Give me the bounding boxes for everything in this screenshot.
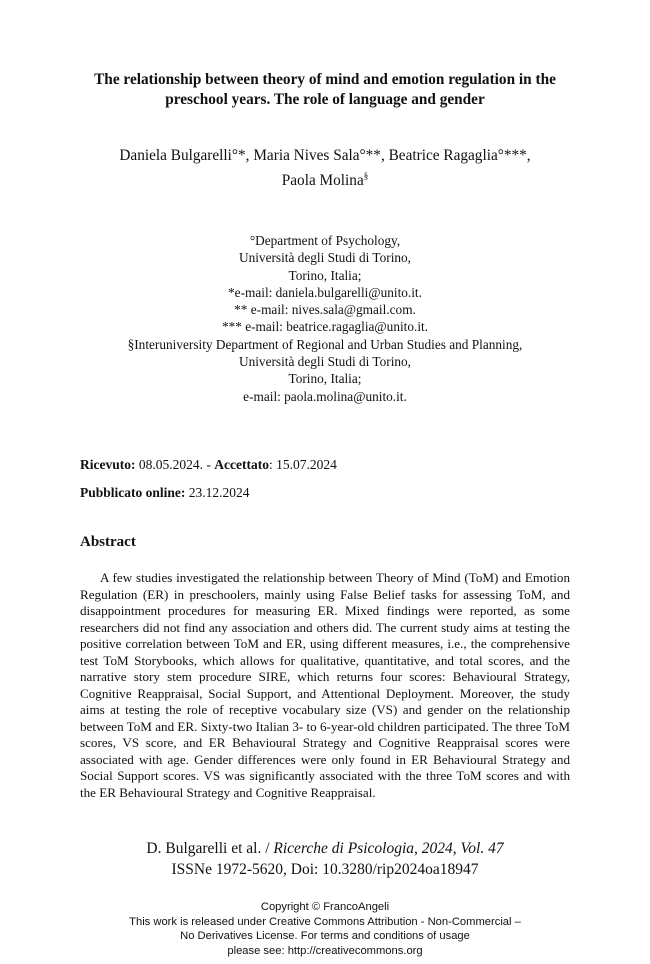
affiliation-line: §Interuniversity Department of Regional and Urban Studies and Planning, (127, 336, 523, 352)
abstract-heading: Abstract (80, 534, 136, 550)
published-value: 23.12.2024 (185, 485, 250, 500)
title-line: preschool years. The role of language and gender (165, 91, 485, 108)
accepted-label: Accettato (214, 457, 269, 472)
received-value: 08.05.2024. - (135, 457, 215, 472)
author-list (60, 145, 590, 191)
license-notice (60, 900, 590, 958)
license-line: Copyright © FrancoAngeli (260, 901, 390, 913)
license-line: This work is released under Creative Commons Attribution - Non-Commercial – (129, 915, 521, 928)
affiliation-line: Università degli Studi di Torino, (238, 250, 412, 266)
affiliation-mark: § (363, 171, 369, 181)
authors-line (60, 166, 590, 191)
affiliation-email: *e-mail: daniela.bulgarelli@unito.it. (228, 284, 422, 300)
citation-authors: D. Bulgarelli et al. / (146, 840, 274, 857)
citation-journal: Ricerche di Psicologia, 2024, Vol. 47 (273, 840, 504, 857)
citation-issn: ISSNe 1972-5620, Doi: 10.3280/rip2024oa18947 (171, 861, 479, 878)
affiliation-email: e-mail: paola.molina@unito.it. (243, 388, 407, 404)
received-accepted-row (80, 456, 580, 473)
affiliation-line: °Department of Psychology, (249, 233, 401, 248)
author-name: Paola Molina (281, 172, 364, 190)
accepted-value: : 15.07.2024 (268, 457, 337, 472)
affiliations (60, 232, 590, 405)
authors-line: Daniela Bulgarelli°*, Maria Nives Sala°**, Beatrice Ragaglia°***, (119, 147, 531, 164)
affiliation-email: ** e-mail: nives.sala@gmail.com. (234, 302, 416, 318)
affiliation-line: Università degli Studi di Torino, (238, 354, 412, 370)
published-label: Pubblicato online: (80, 485, 186, 500)
license-line: please see: http://creativecommons.org (227, 944, 423, 957)
published-row (80, 484, 580, 501)
abstract-text: A few studies investigated the relationship between Theory of Mind (ToM) and Emotion Regulation (ER) in preschoolers, mainly using False Belief tasks for assessing ToM, and disappointment procedures for measuring ER. Mixed findings were reported, as some researchers did not find any association and others did. The current study aims at testing the positive correlation between ToM and ER, using different measures, i.e., the comprehensive test ToM Storybooks, which allows for qualitative, quantitative, and total scores, and the narrative story stem procedure SIRE, which returns four scores: Behavioural Strategy, Cognitive Reappraisal, Social Support, and Attentional Deployment. Moreover, the study aims at testing the role of receptive vocabulary size (VS) and gender on the relationship between ToM and ER. Sixty-two Italian 3- to 6-year-old children participated. The three ToM scores, VS score, and ER Behavioural Strategy and Cognitive Reappraisal scores were associated with age. Gender differences were only found in ER Behavioural Strategy and Social Support scores. VS was significantly associated with the three ToM scores and with the ER Behavioural Strategy and Cognitive Reappraisal. (80, 570, 570, 800)
title-line: The relationship between theory of mind and emotion regulation in the (94, 71, 556, 88)
license-line: No Derivatives License. For terms and conditions of usage (180, 930, 470, 943)
received-label: Ricevuto: (80, 457, 136, 472)
publication-dates (80, 456, 580, 501)
affiliation-email: *** e-mail: beatrice.ragaglia@unito.it. (221, 319, 429, 335)
journal-citation (60, 838, 590, 880)
citation-line (60, 838, 590, 859)
affiliation-line: Torino, Italia; (288, 267, 362, 283)
affiliation-line: Torino, Italia; (288, 371, 362, 387)
paper-title (70, 70, 580, 110)
